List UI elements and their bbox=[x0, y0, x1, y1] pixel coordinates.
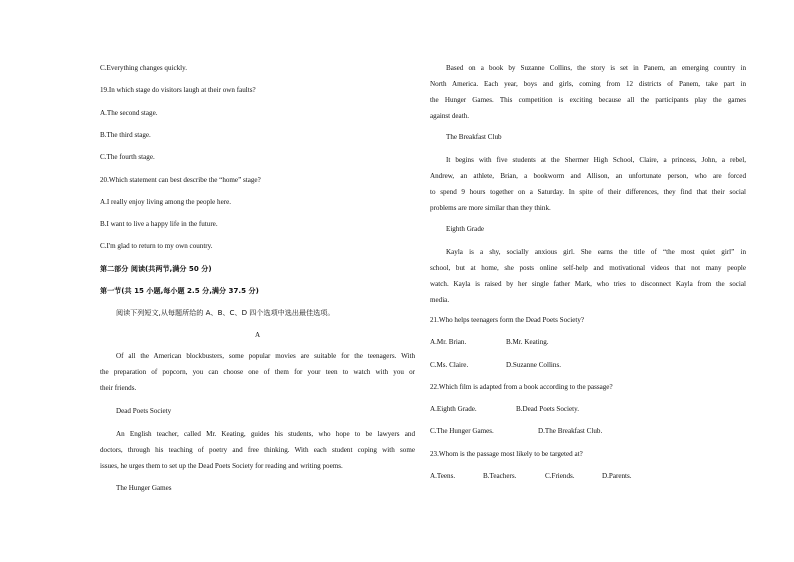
q22-stem: 22.Which film is adapted from a book according to the passage? bbox=[430, 383, 613, 391]
q20-option-c: C.I'm glad to return to my own country. bbox=[100, 242, 213, 250]
bc-line: problems are more similar than they think. bbox=[430, 204, 551, 212]
bc-line: It begins with five students at the Shermer High School, Claire, a princess, John, a rebel, bbox=[446, 156, 746, 164]
q22-option-b: B.Dead Poets Society. bbox=[516, 405, 579, 413]
film-title-dead-poets-society: Dead Poets Society bbox=[116, 407, 172, 415]
q20-stem: 20.Which statement can best describe the “home” stage? bbox=[100, 176, 261, 184]
dead-poets-paragraph bbox=[100, 430, 415, 471]
dps-line: An English teacher, called Mr. Keating, guides his students, who hope to be lawyers and bbox=[116, 430, 415, 438]
film-title-hunger-games: The Hunger Games bbox=[116, 484, 172, 492]
bc-line: Andrew, an athlete, Brian, a bookworm and Allison, an unfortunate person, who are forced bbox=[430, 172, 746, 180]
hg-line: Based on a book by Suzanne Collins, the story is set in Panem, an emerging country in bbox=[446, 64, 746, 72]
q20-option-b: B.I want to live a happy life in the future. bbox=[100, 220, 218, 228]
intro-line: their friends. bbox=[100, 384, 137, 392]
eg-line: media. bbox=[430, 296, 450, 304]
bc-line: to spend 9 hours together on a Saturday. In spite of their differences, they find that their social bbox=[430, 188, 746, 196]
eighth-grade-paragraph bbox=[430, 248, 746, 305]
eg-line: Kayla is a shy, socially anxious girl. She earns the title of “the most quiet girl” in bbox=[446, 248, 746, 256]
q23-option-a: A.Teens. bbox=[430, 472, 456, 480]
q21-option-c: C.Ms. Claire. bbox=[430, 361, 469, 369]
q21-option-a: A.Mr. Brian. bbox=[430, 338, 467, 346]
intro-line: the preparation of popcorn, you can choose one of them for your teen to watch with you or bbox=[100, 368, 415, 376]
q23-option-d: D.Parents. bbox=[602, 472, 632, 480]
breakfast-club-paragraph bbox=[430, 156, 746, 213]
dps-line: doctors, through his teaching of poetry and free thinking. With each student coping with some bbox=[100, 446, 415, 454]
q18-option-c: C.Everything changes quickly. bbox=[100, 64, 188, 72]
hg-line: against death. bbox=[430, 112, 470, 120]
q21-stem: 21.Who helps teenagers form the Dead Poets Society? bbox=[430, 316, 585, 324]
q23-option-c: C.Friends. bbox=[545, 472, 575, 480]
eg-line: school, but at home, she posts online self-help and motivational videos that not many people bbox=[430, 264, 746, 272]
film-title-eighth-grade: Eighth Grade bbox=[446, 225, 485, 233]
intro-line: Of all the American blockbusters, some popular movies are suitable for the teenagers. With bbox=[116, 352, 415, 360]
q19-option-c: C.The fourth stage. bbox=[100, 153, 155, 161]
passage-label: A bbox=[255, 331, 261, 339]
part-two-heading: 第二部分 阅读(共两节,满分 50 分) bbox=[100, 264, 212, 273]
q22-option-a: A.Eighth Grade. bbox=[430, 405, 477, 413]
q20-option-a: A.I really enjoy living among the people here. bbox=[100, 198, 231, 206]
hg-line: the Hunger Games. This competition is exciting because all the participants play the games bbox=[430, 96, 746, 104]
reading-instruction: 阅读下列短文,从每题所给的 A、B、C、D 四个选项中选出最佳选项。 bbox=[116, 308, 335, 317]
q22-option-c: C.The Hunger Games. bbox=[430, 427, 494, 435]
intro-paragraph bbox=[100, 352, 415, 393]
q21-option-d: D.Suzanne Collins. bbox=[506, 361, 561, 369]
q21-option-b: B.Mr. Keating. bbox=[506, 338, 549, 346]
dps-line: issues, he urges them to set up the Dead Poets Society for reading and writing poems. bbox=[100, 462, 343, 470]
hunger-games-paragraph bbox=[430, 64, 746, 121]
section-one-heading: 第一节(共 15 小题,每小题 2.5 分,满分 37.5 分) bbox=[100, 286, 259, 295]
q19-option-b: B.The third stage. bbox=[100, 131, 151, 139]
q19-option-a: A.The second stage. bbox=[100, 109, 158, 117]
q23-stem: 23.Whom is the passage most likely to be targeted at? bbox=[430, 450, 583, 458]
hg-line: North America. Each year, boys and girls, coming from 12 districts of Panem, take part in bbox=[430, 80, 746, 88]
film-title-breakfast-club: The Breakfast Club bbox=[446, 133, 502, 141]
eg-line: watch. Kayla is raised by her single father Mark, who tries to disconnect Kayla from the social bbox=[430, 280, 746, 288]
q23-option-b: B.Teachers. bbox=[483, 472, 517, 480]
q22-option-d: D.The Breakfast Club. bbox=[538, 427, 603, 435]
q19-stem: 19.In which stage do visitors laugh at their own faults? bbox=[100, 86, 256, 94]
